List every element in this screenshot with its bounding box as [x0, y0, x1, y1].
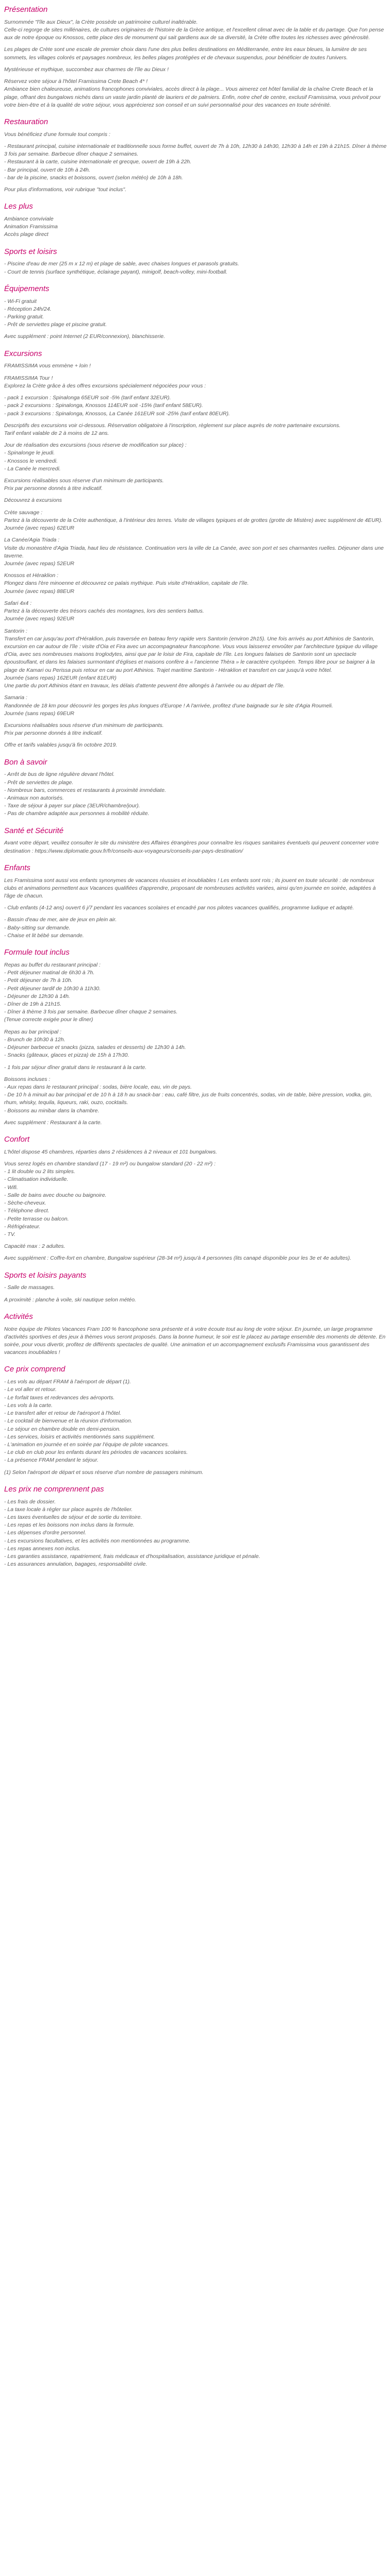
- paragraph: [4, 46, 387, 61]
- paragraph: [4, 1148, 387, 1156]
- text-line: - Wifi.: [4, 1184, 18, 1191]
- paragraph: [4, 961, 387, 1024]
- paragraph: [4, 78, 387, 109]
- text-line: - Animaux non autorisés.: [4, 795, 64, 801]
- text-line: - Le club en club pour les enfants durant les périodes de vacances scolaires.: [4, 1449, 188, 1456]
- paragraph: [4, 477, 387, 493]
- text-line: Excursions réalisables sous réserve d'un minimum de participants.: [4, 722, 164, 728]
- text-line: - Bassin d'eau de mer, aire de jeux en plein air.: [4, 917, 117, 923]
- text-line: - Les dépenses d'ordre personnel.: [4, 1530, 87, 1536]
- text-line: - Les excursions facultatives, et les activités non mentionnées au programme.: [4, 1537, 191, 1544]
- paragraph: [4, 509, 387, 533]
- text-line: (Tenue correcte exigée pour le dîner): [4, 1016, 93, 1023]
- text-line: - pack 2 excursions : Spinalonga, Knossos 114EUR soit -15% (tarif enfant 58EUR).: [4, 402, 203, 409]
- text-line: - Salle de bains avec douche ou baignoire.: [4, 1192, 107, 1198]
- text-line: Offre et tarifs valables jusqu'à fin octobre 2019.: [4, 742, 118, 749]
- text-line: Journée (avec repas) 52EUR: [4, 561, 74, 567]
- text-line: - Pas de chambre adaptée aux personnes à mobilité réduite.: [4, 810, 150, 817]
- text-line: - pack 1 excursion : Spinalonga 65EUR soit -5% (tarif enfant 32EUR).: [4, 395, 171, 401]
- text-line: Jour de réalisation des excursions (sous réserve de modification sur place) :: [4, 442, 187, 449]
- paragraph: [4, 362, 387, 370]
- text-line: Surnommée "l'île aux Dieux", la Crète possède un patrimoine culturel inaltérable.: [4, 19, 198, 25]
- text-line: Mystérieuse et mythique, succombez aux charmes de l'île au Dieux !: [4, 66, 169, 73]
- text-line: - La taxe locale à régler sur place auprès de l'hôtelier.: [4, 1506, 133, 1513]
- paragraph: [4, 131, 387, 139]
- text-line: - Le séjour en chambre double en demi-pension.: [4, 1426, 121, 1432]
- text-line: Capacité max : 2 adultes.: [4, 1243, 66, 1250]
- text-line: - Les garanties assistance, rapatriement, frais médicaux et d'hospitalisation, assistance juridique et pénale.: [4, 1553, 260, 1560]
- paragraph: [4, 19, 387, 42]
- text-line: Knossos et Héraklion :: [4, 572, 59, 579]
- text-line: - Les taxes éventuelles de séjour et de sortie du territoire.: [4, 1514, 142, 1520]
- text-line: - 1 fois par séjour dîner gratuit dans le restaurant à la carte.: [4, 1064, 147, 1071]
- paragraph: [4, 1255, 387, 1262]
- section-title-restauration: Restauration: [4, 117, 48, 126]
- paragraph: [4, 1243, 387, 1250]
- text-line: - Taxe de séjour à payer sur place (3EUR/chambre/jour).: [4, 803, 140, 809]
- text-line: - Chaise et lit bébé sur demande.: [4, 932, 84, 939]
- text-line: Avec supplément : point Internet (2 EUR/connexion), blanchisserie.: [4, 333, 166, 340]
- section-title-formule-tout-inclus: Formule tout inclus: [4, 948, 70, 957]
- section-title-bon-a-savoir: Bon à savoir: [4, 757, 47, 767]
- text-line: Transfert en car jusqu'au port d'Héraklion, puis traversée en bateau ferry rapide vers Santorin (environ 2h15). Une fois arrivés au port Athinios de Santorin, excursion en car autour de l'île : visite d'Oia et Fira avec un accompagnateur francophone. Vous vous laisserez envoûter par l'architecture typique du village d'Oia, avec ses nombreuses maisons troglodytes, ainsi que par le loisir de Fira, capitale de l'île. Les longues falaises de Santorin sont un spectacle époustouflant, et dans les falaises surmontant d'églises et maisons confère à « l'ancienne Thèra » le caractère cyclopéen. Temps libre pour se baigner à la plage de Kamari ou Perissa puis retour en car au port Athinios. Trajet maritime Santorin - Héraklion et transfert en car jusqu'à votre hôtel.: [4, 635, 378, 673]
- paragraph: [4, 442, 387, 473]
- text-line: Repas au bar principal :: [4, 1028, 61, 1035]
- text-line: - pack 3 excursions : Spinalonga, Knossos, La Canée 161EUR soit -25% (tarif enfant 80EUR).: [4, 410, 230, 417]
- text-line: Prix par personne donnés à titre indicatif.: [4, 730, 103, 737]
- text-line: - Les assurances annulation, bagages, responsabilité civile.: [4, 1561, 148, 1568]
- section-title-equipements: Équipements: [4, 284, 50, 293]
- paragraph: [4, 1028, 387, 1060]
- text-line: - La Canée le mercredi.: [4, 465, 61, 472]
- text-line: - Piscine d'eau de mer (25 m x 12 m) et plage de sable, avec chaises longues et parasols gratuits.: [4, 261, 239, 267]
- text-line: - Le cocktail de bienvenue et la réunion d'information.: [4, 1418, 133, 1425]
- text-line: - Wi-Fi gratuit: [4, 298, 37, 304]
- text-line: Samaria :: [4, 694, 27, 701]
- paragraph: [4, 536, 387, 568]
- text-line: - Dîner de 19h à 21h15.: [4, 1001, 61, 1007]
- section-title-confort: Confort: [4, 1135, 30, 1144]
- paragraph: [4, 1284, 387, 1292]
- text-line: Les Framissima sont aussi vos enfants synonymes de vacances réussies et inoubliables ! Les enfants sont rois ; ils jouent en toute sécurité : de nombreux clubs et animations permettent aux Vacances qualifiées d'apprendre, proposant de nombreuses activités variées, ainsi qu'en journée en soirée, adaptées à l'âge de chacun.: [4, 877, 376, 900]
- text-line: Safari 4x4 :: [4, 600, 32, 606]
- paragraph: [4, 1296, 387, 1304]
- text-line: - Réfrigérateur.: [4, 1223, 41, 1230]
- paragraph: [4, 333, 387, 341]
- text-line: - Arrêt de bus de ligne régulière devant l'hôtel.: [4, 771, 115, 778]
- section-title-ce-prix-comprend: Ce prix comprend: [4, 1365, 66, 1374]
- text-line: Partez à la découverte de la Crète authentique, à l'intérieur des terres. Visite de villages typiques et de grottes (grotte de Mistère) avec supplément de 4EUR).: [4, 517, 383, 523]
- text-line: Avec supplément : Restaurant à la carte.: [4, 1119, 102, 1126]
- text-line: Les plages de Crète sont une escale de premier choix dans l'une des plus belles destinations en Méditerranée, entre les eaux bleues, la lumière de ses sommets, les villages colorés et paysages nombreux, les belles plages protégées et de chevaux suspendus, pour bénéficier de toutes l'univers.: [4, 46, 367, 61]
- paragraph: [4, 298, 387, 329]
- text-line: - bar de la piscine, snacks et boissons, ouvert (selon météo) de 10h à 18h.: [4, 174, 183, 181]
- text-line: Ambiance bien chaleureuse, animations francophones conviviales, accès direct à la plage... Vous aimerez cet hôtel familial de la chaîne Crete Beach et la plage, offrant des bungalows nichés dans un vaste jardin planté de lauriers et de palmiers. Enfin, notre chef de centre, exclusif Framissima, vous prévoit pour votre bien-être et à la qualité de votre séjour, vous apprécierez son conseil et un suivi personnalisé pour des vacances en toute sérénité.: [4, 86, 381, 108]
- text-line: - Les repas annexes non inclus.: [4, 1545, 81, 1552]
- section-title-presentation: Présentation: [4, 5, 48, 14]
- paragraph: [4, 722, 387, 737]
- text-line: Découvrez à excursions: [4, 497, 62, 504]
- text-line: - Salle de massages.: [4, 1284, 55, 1291]
- text-line: Avec supplément : Coffre-fort en chambre, Bungalow supérieur (28-34 m²) jusqu'à 4 personnes (lits canapé disponible pour les 3e et 4e adultes).: [4, 1255, 352, 1262]
- text-line: - Le forfait taxes et redevances des aéroports.: [4, 1394, 115, 1401]
- text-line: - Restaurant à la carte, cuisine internationale et grecque, ouvert de 19h à 22h.: [4, 159, 192, 165]
- text-line: Partez à la découverte des trésors cachés des montagnes, lors des sentiers battus.: [4, 608, 204, 615]
- text-line: - Les vols au départ FRAM à l'aéroport de départ (1).: [4, 1379, 131, 1385]
- text-line: Réservez votre séjour à l'hôtel Framissima Crete Beach 4* !: [4, 78, 148, 85]
- paragraph: [4, 1469, 387, 1477]
- text-line: - Baby-sitting sur demande.: [4, 924, 71, 931]
- text-line: - Spinalonge le jeudi.: [4, 450, 55, 456]
- paragraph: [4, 1064, 387, 1072]
- paragraph: [4, 877, 387, 901]
- text-line: Descriptifs des excursions voir ci-dessous. Réservation obligatoire à l'inscription, règlement sur place auprès de notre partenaire excursions.: [4, 422, 341, 429]
- text-line: L'hôtel dispose 45 chambres, réparties dans 2 résidences à 2 niveaux et 101 bungalows.: [4, 1148, 217, 1155]
- text-line: - Petit déjeuner tardif de 10h30 à 11h30.: [4, 985, 101, 992]
- text-line: - Petit déjeuner matinal de 6h30 à 7h.: [4, 970, 95, 976]
- text-line: - Les frais de dossier.: [4, 1498, 56, 1505]
- paragraph: [4, 916, 387, 940]
- text-line: FRAMISSIMA Tour !: [4, 375, 53, 381]
- paragraph: [4, 1119, 387, 1127]
- paragraph: [4, 1076, 387, 1115]
- section-title-les-prix-ne-comprennent-pas: Les prix ne comprennent pas: [4, 1484, 104, 1494]
- text-line: - Boissons au minibar dans la chambre.: [4, 1107, 100, 1114]
- text-line: - Petite terrasse ou balcon.: [4, 1215, 69, 1222]
- paragraph: [4, 572, 387, 596]
- paragraph: [4, 1378, 387, 1464]
- text-line: Repas au buffet du restaurant principal :: [4, 961, 101, 968]
- paragraph: [4, 143, 387, 182]
- text-line: Santorin :: [4, 628, 27, 634]
- text-line: Visite du monastère d'Agia Triada, haut lieu de résistance. Continuation vers la ville de La Canée, avec son port et ses charmantes ruelles. Déjeuner dans une taverne.: [4, 545, 384, 559]
- paragraph: [4, 741, 387, 749]
- text-line: - Prêt de serviettes plage et piscine gratuit.: [4, 321, 107, 328]
- text-line: - Déjeuner barbecue et snacks (pizza, salades et desserts) de 12h30 à 14h.: [4, 1044, 186, 1051]
- paragraph: [4, 1326, 387, 1357]
- text-line: - Le vol aller et retour.: [4, 1386, 57, 1393]
- paragraph: [4, 628, 387, 690]
- text-line: FRAMISSIMA vous emmène + loin !: [4, 363, 91, 369]
- text-line: - Téléphone direct.: [4, 1208, 50, 1214]
- text-line: Journée (avec repas) 62EUR: [4, 525, 74, 532]
- section-title-sports-et-loisirs: Sports et loisirs: [4, 247, 57, 256]
- text-line: Vous bénéficiez d'une formule tout compris :: [4, 131, 110, 138]
- section-title-activites: Activités: [4, 1312, 33, 1321]
- section-title-excursions: Excursions: [4, 349, 42, 358]
- section-title-sports-et-loisirs-payants: Sports et loisirs payants: [4, 1270, 87, 1280]
- paragraph: [4, 215, 387, 239]
- paragraph: [4, 186, 387, 194]
- text-line: Notre équipe de Pilotes Vacances Fram 100 % francophone sera présente et à votre écoute tout au long de votre séjour. En journée, un large programme d'activités sportives et des jeux à thèmes vous seront proposés. Dans la bonne humeur, le soir est le placez au partage ensemble des moments de détente. En soirée, pour vous divertir, profitez de différents spectacles de qualité. Une animation et un accompagnement exclusifs Framissima vous garantissent des vacances inoubliables !: [4, 1326, 386, 1356]
- text-line: A proximité : planche à voile, ski nautique selon météo.: [4, 1296, 136, 1303]
- text-line: - Prêt de serviettes de plage.: [4, 779, 74, 786]
- text-line: - Réception 24h/24.: [4, 306, 52, 312]
- text-line: Vous serez logés en chambre standard (17 - 19 m²) ou bungalow standard (20 - 22 m²) :: [4, 1161, 216, 1167]
- text-line: Tarif enfant valable de 2 à moins de 12 ans.: [4, 430, 109, 436]
- section-title-enfants: Enfants: [4, 863, 30, 872]
- text-line: Une partie du port Athinios étant en travaux, les délais d'attente peuvent être allongés à l'arrivée ou au départ de l'île.: [4, 683, 285, 689]
- text-line: Journée (avec repas) 92EUR: [4, 616, 74, 622]
- text-line: - Brunch de 10h30 à 12h.: [4, 1036, 66, 1043]
- text-line: Randonnée de 18 km pour découvrir les gorges les plus longues d'Europe ! A l'arrivée, profitez d'une baignade sur le site d'Agia Roumeli.: [4, 702, 333, 709]
- text-line: - De 10 h à minuit au bar principal et de 10 h à 18 h au snack-bar : eau, café filtre, jus de fruits concentrés, sodas, vin de table, bière pression, vodka, gin, rhum, whisky, tequila, liqueurs, raki, ouzo, cocktails.: [4, 1092, 372, 1106]
- text-line: - Déjeuner de 12h30 à 14h.: [4, 993, 70, 999]
- text-line: - La présence FRAM pendant le séjour.: [4, 1457, 99, 1464]
- text-line: Celle-ci regorge de sites millénaires, de cultures originaires de l'histoire de la Grèce antique, et l'excellent climat avec de la table et du partage. Que l'on pense aux de notre époque ou Knossos, cette place des de monument qui sait gardiens aux de sa diversité, la Crète offre toutes les richesses avec générosité.: [4, 26, 384, 41]
- text-line: - TV.: [4, 1231, 15, 1238]
- text-line: Animation Framissima: [4, 224, 58, 230]
- text-line: La Canée/Agia Triada :: [4, 537, 60, 544]
- text-line: Journée (sans repas) 162EUR (enfant 81EUR): [4, 674, 117, 681]
- text-line: Journée (sans repas) 69EUR: [4, 710, 74, 717]
- text-line: Accès plage direct: [4, 231, 48, 238]
- text-line: - Les vols à la carte.: [4, 1402, 53, 1409]
- paragraph: [4, 1498, 387, 1569]
- text-line: - L'animation en journée et en soirée par l'équipe de pilote vacances.: [4, 1441, 169, 1448]
- text-line: - Club enfants (4-12 ans) ouvert 6 j/7 pendant les vacances scolaires et encadré par nos pilotes vacances qualifiés, programme ludique et adapté.: [4, 905, 354, 911]
- paragraph: [4, 694, 387, 718]
- text-line: Avant votre départ, veuillez consulter le site du ministère des Affaires étrangères pour connaître les risques sanitaires éventuels qui peuvent concerner votre destination : https://www.diplomatie.gouv.fr/fr/conseils-aux-voyageurs/conseils-par-pays-destination/: [4, 840, 379, 854]
- text-line: Pour plus d'informations, voir rubrique "tout inclus".: [4, 187, 127, 193]
- paragraph: [4, 375, 387, 390]
- text-line: Ambiance conviviale: [4, 215, 54, 222]
- text-line: - Knossos le vendredi.: [4, 457, 58, 464]
- paragraph: [4, 600, 387, 623]
- text-line: - Nombreux bars, commerces et restaurants à proximité immédiate.: [4, 787, 166, 793]
- text-line: - Les services, loisirs et activités mentionnés sans supplément.: [4, 1433, 155, 1440]
- text-line: - Climatisation individuelle.: [4, 1176, 69, 1183]
- paragraph: [4, 839, 387, 855]
- text-line: - Le transfert aller et retour de l'aéroport à l'hôtel.: [4, 1410, 121, 1417]
- text-line: - Sèche-cheveux.: [4, 1200, 46, 1207]
- text-line: - Parking gratuit.: [4, 314, 44, 320]
- section-title-sante-et-securite: Santé et Sécurité: [4, 826, 64, 835]
- paragraph: [4, 394, 387, 418]
- text-line: - Aux repas dans le restaurant principal : sodas, bière locale, eau, vin de pays.: [4, 1083, 192, 1090]
- text-line: Explorez la Crète grâce à des offres excursions spécialement négociées pour vous :: [4, 382, 206, 389]
- text-line: - Les repas et les boissons non inclus dans la formule.: [4, 1522, 135, 1529]
- paragraph: [4, 66, 387, 74]
- paragraph: [4, 260, 387, 276]
- paragraph: [4, 904, 387, 912]
- paragraph: [4, 1160, 387, 1239]
- text-line: Plongez dans l'ère minoenne et découvrez ce palais mythique. Puis visite d'Héraklion, capitale de l'île.: [4, 580, 249, 587]
- text-line: - Bar principal, ouvert de 10h à 24h.: [4, 166, 90, 173]
- text-line: Crète sauvage :: [4, 509, 43, 516]
- text-line: Journée (avec repas) 88EUR: [4, 588, 74, 595]
- text-line: (1) Selon l'aéroport de départ et sous réserve d'un nombre de passagers minimum.: [4, 1469, 204, 1476]
- text-line: - 1 lit double ou 2 lits simples.: [4, 1168, 75, 1175]
- text-line: - Restaurant principal, cuisine internationale et traditionnelle sous forme buffet, ouvert de 7h à 10h, 12h30 à 14h30, 12h30 à 14h et 19h à 21h15. Dîner à thème 3 fois par semaine. Barbecue dîner chaque 2 semaines.: [4, 143, 387, 158]
- paragraph: [4, 422, 387, 437]
- text-line: - Dîner à thème 3 fois par semaine. Barbecue dîner chaque 2 semaines.: [4, 1009, 178, 1015]
- text-line: Boissons incluses :: [4, 1076, 51, 1082]
- text-line: - Snacks (gâteaux, glaces et pizza) de 15h à 17h30.: [4, 1052, 129, 1059]
- paragraph: [4, 771, 387, 818]
- text-line: Prix par personne donnés à titre indicatif.: [4, 485, 103, 492]
- text-line: Excursions réalisables sous réserve d'un minimum de participants.: [4, 478, 164, 484]
- paragraph: [4, 497, 387, 504]
- text-line: - Petit déjeuner de 7h à 10h.: [4, 977, 73, 984]
- section-title-les-plus: Les plus: [4, 202, 33, 211]
- text-line: - Court de tennis (surface synthétique, éclairage payant), minigolf, beach-volley, mini-football.: [4, 268, 227, 275]
